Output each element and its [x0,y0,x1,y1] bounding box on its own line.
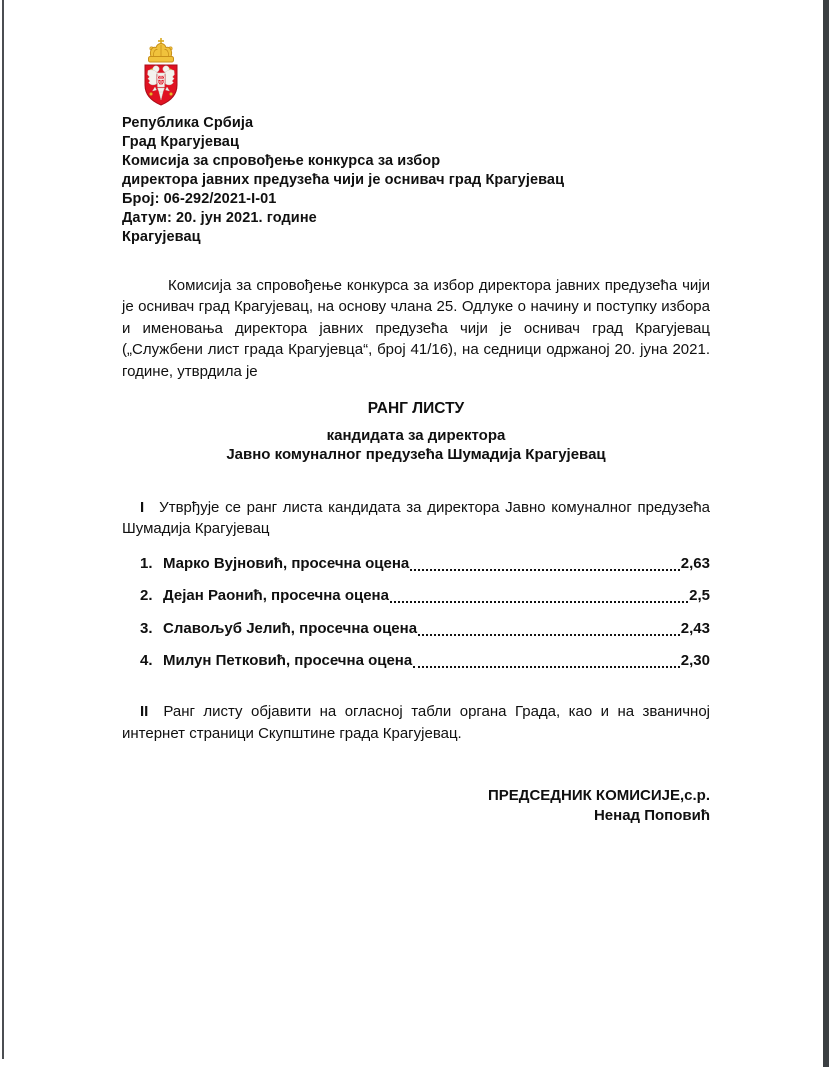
signature-title: ПРЕДСЕДНИК КОМИСИЈЕ,с.р. [487,787,710,805]
section-1-numeral: I [140,499,145,517]
letterhead-city: Град Крагујевац [122,134,239,150]
ranking-row-1 [122,555,710,573]
ranking-row-3 [122,620,710,638]
ranking-list [122,555,710,671]
candidate-name: Милун Петковић, просечна оцена [163,652,413,670]
letterhead-number: Број: 06-292/2021-I-01 [122,191,277,207]
document-subtitle [122,426,710,464]
dot-leader [390,598,688,603]
letterhead [122,114,710,247]
section-2-paragraph [122,701,710,744]
letterhead-date: Датум: 20. јун 2021. године [122,210,317,226]
subtitle-line-2: Јавно комуналног предузећа Шумадија Крагујевац [226,446,606,464]
candidate-name: Славољуб Јелић, просечна оцена [163,619,418,637]
candidate-name: Дејан Раонић, просечна оцена [163,587,389,605]
candidate-name: Марко Вујновић, просечна оцена [163,554,410,572]
letterhead-place: Крагујевац [122,229,201,245]
ranking-row-4 [122,652,710,670]
section-1-paragraph [122,497,710,540]
signature-block [122,786,710,825]
candidate-score: 2,63 [680,554,710,572]
candidate-score: 2,5 [689,587,710,605]
section-2-numeral: II [140,703,149,721]
rank-number: 3. [140,619,153,637]
signature-name: Ненад Поповић [593,806,710,824]
dot-leader [410,566,680,571]
scan-edge-right [823,0,829,1067]
scan-edge-left [2,0,4,1059]
rank-number: 1. [140,554,153,572]
subtitle-line-1: кандидата за директора [326,427,506,445]
dot-leader [413,663,680,668]
letterhead-commission-line1: Комисија за спровођење конкурса за избор [122,153,441,169]
candidate-score: 2,30 [680,652,710,670]
letterhead-country: Република Србија [122,115,254,131]
ranking-row-2 [122,587,710,605]
intro-paragraph: Комисија за спровођење конкурса за избор директора јавних предузећа чији је оснивач град Крагујевац, на основу члана 25. Одлуке о начину и поступку избора и именовања директора јавних предузећа чији је оснивач град Крагујевац („Службени лист града Крагујевца“, број 41/16), на седници одржаној 20. јуна 2021. године, утврдила је [122,277,710,380]
section-2-text: Ранг листу објавити на огласној табли органа Града, као и на званичној интернет страници Скупштине града Крагујевац. [122,703,710,742]
letterhead-commission-line2: директора јавних предузећа чији је оснивач град Крагујевац [122,172,565,188]
candidate-score: 2,43 [680,619,710,637]
serbia-coat-of-arms-icon [139,37,183,109]
rank-number: 4. [140,652,153,670]
dot-leader [418,631,680,636]
rank-number: 2. [140,587,153,605]
section-1-text: Утврђује се ранг листа кандидата за директора Јавно комуналног предузећа Шумадија Крагујевац [122,499,710,538]
document-title: РАНГ ЛИСТУ [367,400,465,418]
